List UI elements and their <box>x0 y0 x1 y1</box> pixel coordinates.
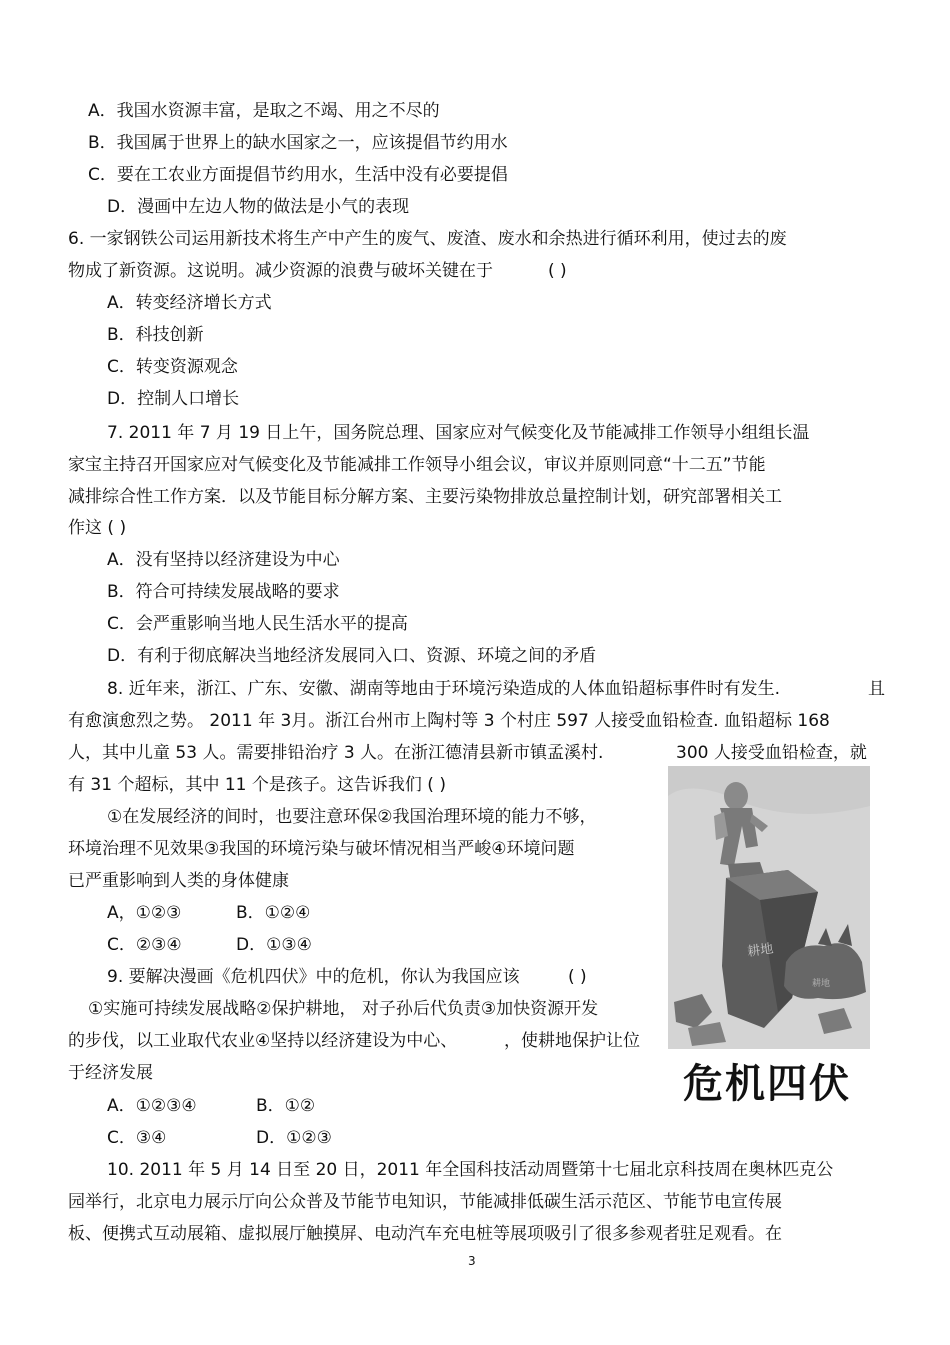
q6-stem-line-1: 6. 一家钢铁公司运用新技术将生产中产生的废气、废渣、废水和余热进行循环利用，使过去的废 <box>68 229 787 249</box>
cartoon-drawing <box>668 766 870 1049</box>
cartoon-small-label: 耕地 <box>812 979 831 989</box>
q7-option-c: C．会严重影响当地人民生活水平的提高 <box>107 614 408 634</box>
q10-stem-line-3: 板、便携式互动展箱、虚拟展厅触摸屏、电动汽车充电桩等展项吸引了很多参观者驻足观看。在 <box>68 1224 782 1244</box>
q7-stem-line-1: 7. 2011 年 7 月 19 日上午，国务院总理、国家应对气候变化及节能减排工作领导小组组长温 <box>107 423 810 443</box>
q5-option-a: A．我国水资源丰富，是取之不竭、用之不尽的 <box>88 101 440 121</box>
q7-stem-line-3: 减排综合性工作方案．以及节能目标分解方案、主要污染物排放总量控制计划，研究部署相关工 <box>68 487 782 507</box>
q7-option-b: B．符合可持续发展战略的要求 <box>107 582 340 602</box>
q6-answer-paren: ( ) <box>548 261 567 281</box>
q7-stem-line-2: 家宝主持召开国家应对气候变化及节能减排工作领导小组会议，审议并原则同意“十二五”节能 <box>68 455 766 475</box>
q9-statement-line-2-end: ，使耕地保护让位 <box>504 1031 640 1051</box>
cartoon-caption: 危机四伏 <box>683 1061 851 1107</box>
q8-option-b: B．①②④ <box>236 903 311 923</box>
q8-statement-line-1: ①在发展经济的间时，也要注意环保②我国治理环境的能力不够， <box>107 807 597 827</box>
cartoon-illustration <box>668 766 870 1049</box>
q5-option-d: D．漫画中左边人物的做法是小气的表现 <box>107 197 410 217</box>
q9-statement-line-1: ①实施可持续发展战略②保护耕地， 对子孙后代负责③加快资源开发 <box>88 999 599 1019</box>
q8-stem-line-4: 有 31 个超标，其中 11 个是孩子。这告诉我们 ( ) <box>68 775 446 795</box>
q8-stem-line-3: 人，其中儿童 53 人。需要排铅治疗 3 人。在浙江德清县新市镇孟溪村. <box>68 743 604 763</box>
q8-stem-line-3-end: 300 人接受血铅检查，就 <box>676 743 867 763</box>
q9-option-b: B．①② <box>256 1096 316 1116</box>
page-number: 3 <box>468 1254 476 1268</box>
cartoon-slab-label: 耕地 <box>746 941 775 960</box>
q9-option-c: C．③④ <box>107 1128 167 1148</box>
q9-stem: 9. 要解决漫画《危机四伏》中的危机，你认为我国应该 <box>107 967 520 987</box>
q7-option-d: D．有利于彻底解决当地经济发展同入口、资源、环境之间的矛盾 <box>107 646 597 666</box>
q10-stem-line-1: 10. 2011 年 5 月 14 日至 20 日，2011 年全国科技活动周暨第十七届北京科技周在奥林匹克公 <box>107 1160 834 1180</box>
q6-option-d: D．控制人口增长 <box>107 389 240 409</box>
q10-stem-line-2: 园举行，北京电力展示厅向公众普及节能节电知识，节能减排低碳生活示范区、节能节电宣传展 <box>68 1192 782 1212</box>
q5-option-c: C．要在工农业方面提倡节约用水，生活中没有必要提倡 <box>88 165 508 185</box>
q6-option-a: A．转变经济增长方式 <box>107 293 272 313</box>
q7-stem-line-4: 作这 ( ) <box>68 518 127 538</box>
q9-statement-line-2: 的步伐，以工业取代农业④坚持以经济建设为中心、 <box>68 1031 458 1051</box>
q6-option-c: C．转变资源观念 <box>107 357 238 377</box>
q8-option-d: D．①③④ <box>236 935 312 955</box>
q5-option-b: B．我国属于世界上的缺水国家之一，应该提倡节约用水 <box>88 133 508 153</box>
q9-option-d: D．①②③ <box>256 1128 332 1148</box>
q6-stem-line-2: 物成了新资源。这说明。减少资源的浪费与破坏关键在于 <box>68 261 493 281</box>
q9-statement-line-3: 于经济发展 <box>68 1063 153 1083</box>
q8-stem-line-1: 8. 近年来，浙江、广东、安徽、湖南等地由于环境污染造成的人体血铅超标事件时有发生. <box>107 679 781 699</box>
q7-option-a: A．没有坚持以经济建设为中心 <box>107 550 340 570</box>
q8-statement-line-2: 环境治理不见效果③我国的环境污染与破坏情况相当严峻④环境问题 <box>68 839 575 859</box>
q8-option-c: C．②③④ <box>107 935 182 955</box>
q8-stem-line-1-end: 且 <box>868 679 885 699</box>
q6-option-b: B．科技创新 <box>107 325 204 345</box>
q8-option-a: A，①②③ <box>107 903 182 923</box>
q8-stem-line-2: 有愈演愈烈之势。 2011 年 3月。浙江台州市上陶村等 3 个村庄 597 人接受血铅检查. 血铅超标 168 <box>68 711 830 731</box>
q9-option-a: A．①②③④ <box>107 1096 197 1116</box>
q8-statement-line-3: 已严重影响到人类的身体健康 <box>68 871 289 891</box>
q9-answer-paren: ( ) <box>568 967 587 987</box>
